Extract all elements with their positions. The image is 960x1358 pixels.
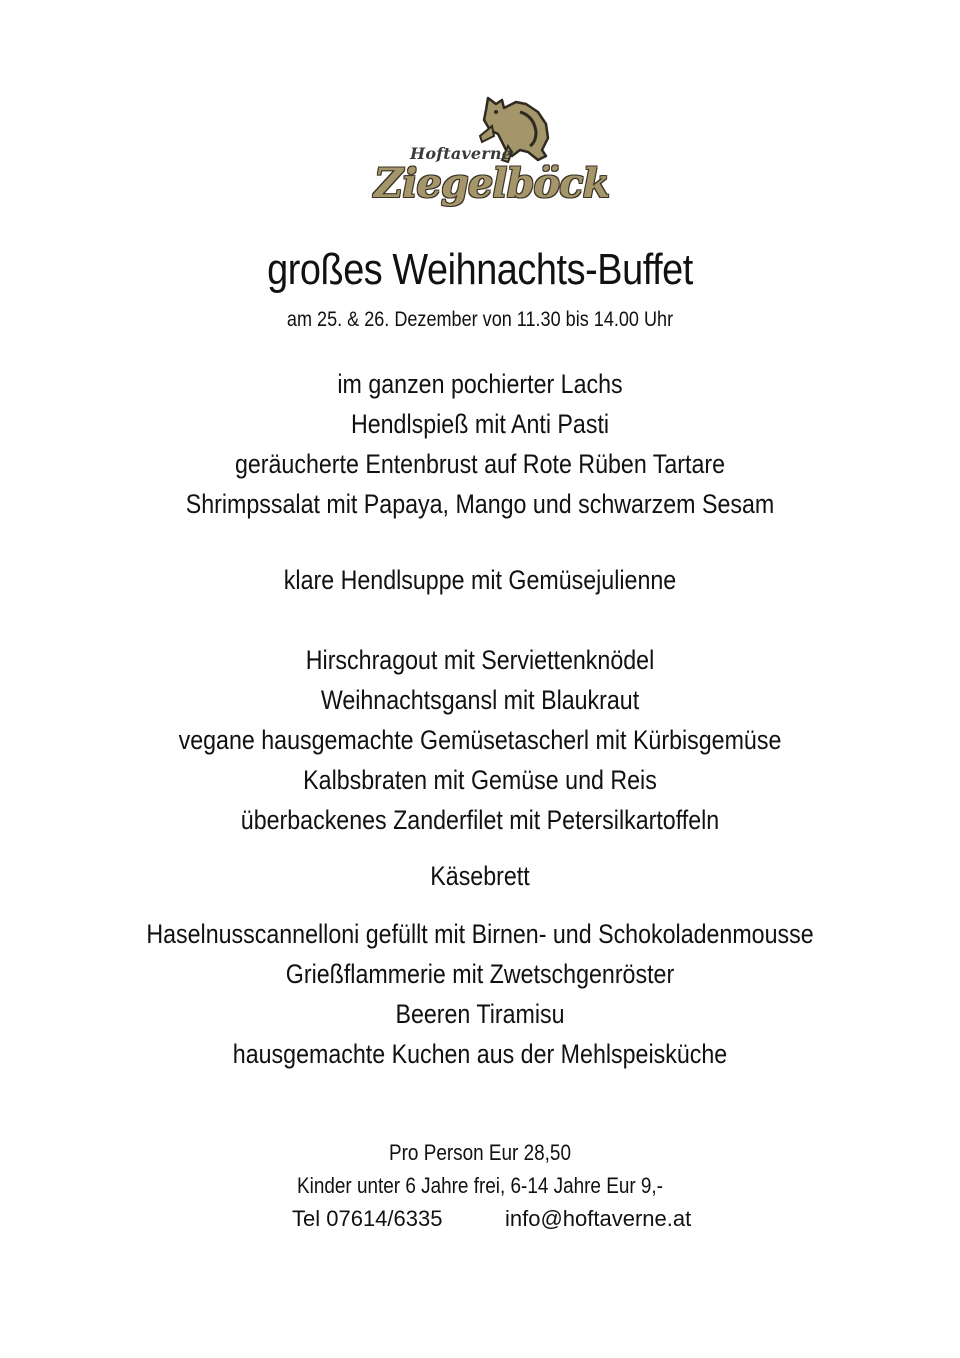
menu-item: klare Hendlsuppe mit Gemüsejulienne: [283, 565, 677, 595]
phone-number: Tel 07614/6335: [292, 1206, 443, 1231]
menu-item: hausgemachte Kuchen aus der Mehlspeisküche: [232, 1039, 728, 1069]
menu-item: Haselnusscannelloni gefüllt mit Birnen- und Schokoladenmousse: [146, 919, 814, 949]
menu-item: Shrimpssalat mit Papaya, Mango und schwarzem Sesam: [185, 489, 775, 519]
desserts-section: [0, 914, 960, 1074]
logo-small-text: Hoftaverne: [410, 144, 513, 163]
menu-item: Hirschragout mit Serviettenknödel: [305, 645, 655, 675]
mains-section: [0, 640, 960, 840]
menu-item: Beeren Tiramisu: [395, 999, 565, 1029]
soup-section: [0, 560, 960, 600]
menu-item: Käsebrett: [430, 861, 530, 891]
menu-item: Kalbsbraten mit Gemüse und Reis: [303, 765, 657, 795]
page-title: großes Weihnachts-Buffet: [267, 245, 693, 294]
cheese-section: [0, 856, 960, 896]
email-address: info@hoftaverne.at: [505, 1206, 692, 1231]
menu-item: überbackenes Zanderfilet mit Petersilkartoffeln: [240, 805, 720, 835]
event-date: am 25. & 26. Dezember von 11.30 bis 14.00 Uhr: [286, 308, 674, 331]
children-price: Kinder unter 6 Jahre frei, 6-14 Jahre Eur 9,-: [297, 1173, 663, 1198]
logo: [370, 90, 610, 220]
price-info: [0, 1136, 960, 1202]
logo-big-text: Ziegelböck: [374, 160, 610, 207]
menu-item: Grießflammerie mit Zwetschgenröster: [285, 959, 675, 989]
starters-section: [0, 364, 960, 524]
menu-item: Hendlspieß mit Anti Pasti: [350, 409, 610, 439]
price-per-person: Pro Person Eur 28,50: [389, 1140, 571, 1165]
menu-item: im ganzen pochierter Lachs: [337, 369, 623, 399]
menu-item: Weihnachtsgansl mit Blaukraut: [320, 685, 640, 715]
menu-item: vegane hausgemachte Gemüsetascherl mit Kürbisgemüse: [178, 725, 782, 755]
menu-item: geräucherte Entenbrust auf Rote Rüben Tartare: [234, 449, 726, 479]
